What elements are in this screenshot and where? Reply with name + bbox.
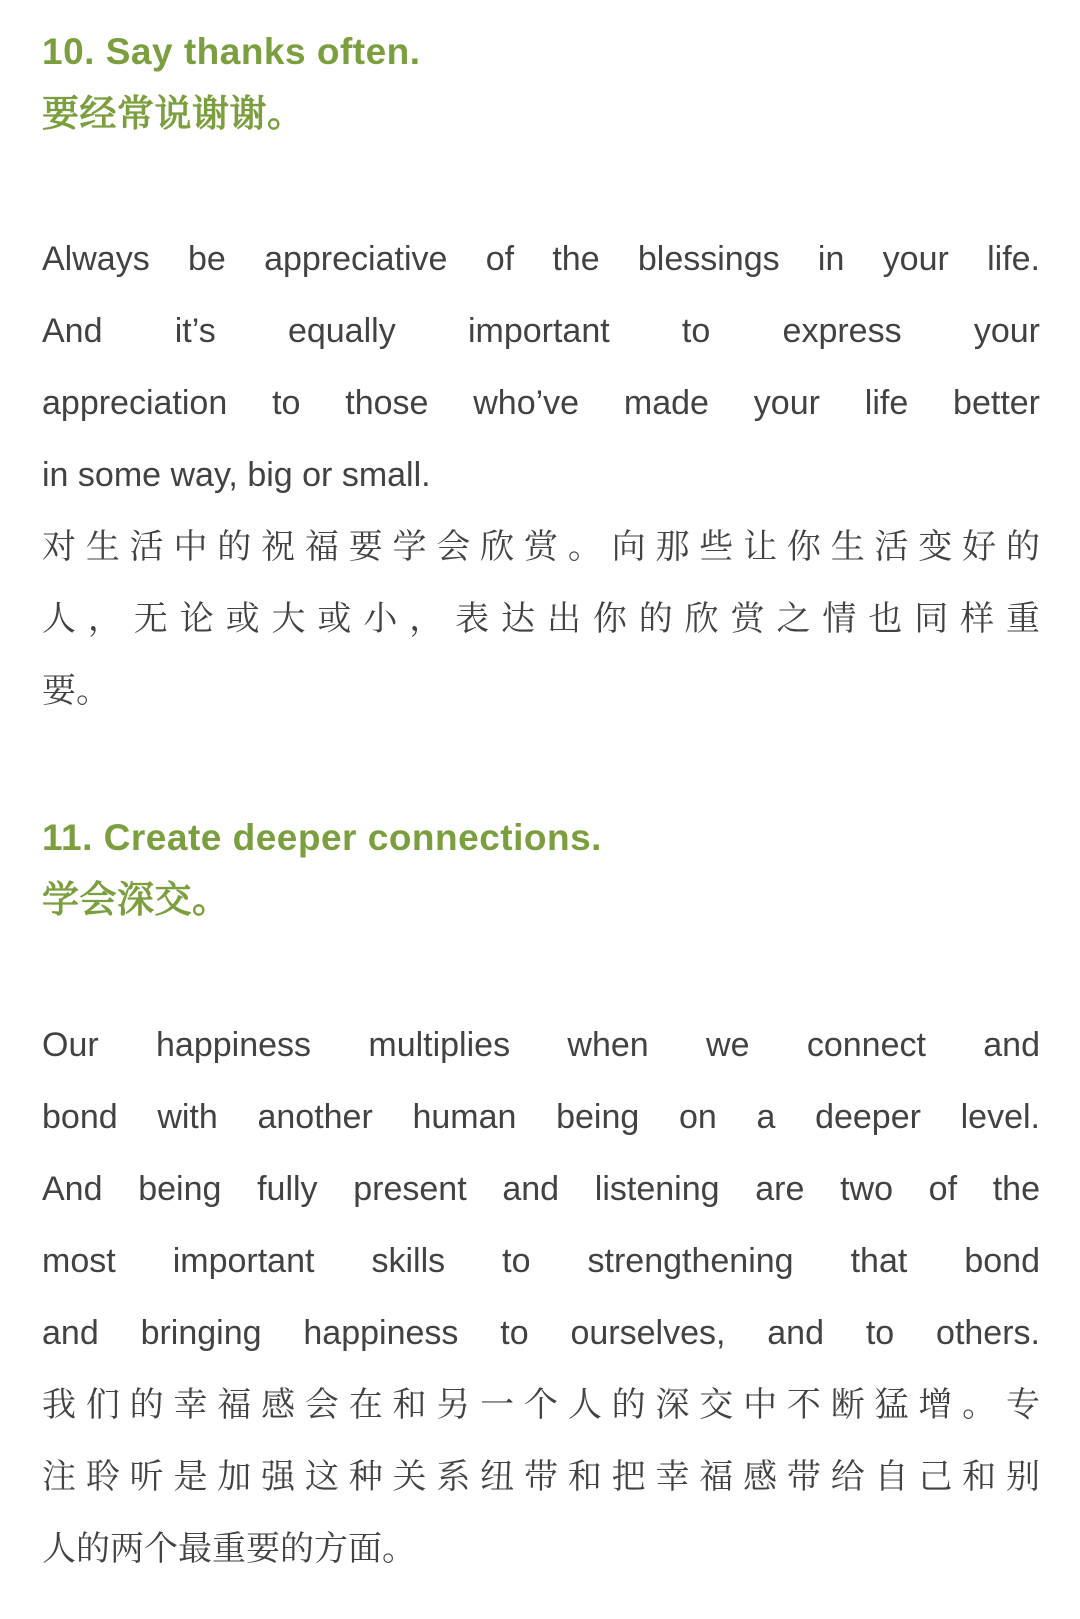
section-11-body: [42, 1009, 1040, 1585]
section-10-heading-en: 10. Say thanks often.: [42, 31, 421, 72]
body-line: and bringing happiness to ourselves, and to others.: [42, 1314, 1040, 1352]
body-line: And it’s equally important to express your: [42, 312, 1040, 350]
body-line: 注聆听是加强这种关系纽带和把幸福感带给自己和别: [42, 1458, 1040, 1496]
section-10-heading-zh: 要经常说谢谢。: [42, 93, 305, 134]
section-10-body: [42, 223, 1040, 727]
body-line: 人的两个最重要的方面。: [42, 1530, 416, 1568]
body-line: 对生活中的祝福要学会欣赏。向那些让你生活变好的: [42, 528, 1040, 566]
body-line: 要。: [42, 672, 110, 710]
body-line: most important skills to strengthening that bond: [42, 1242, 1040, 1280]
body-line: 人，无论或大或小，表达出你的欣赏之情也同样重: [42, 600, 1040, 638]
section-create-deeper-connections: [42, 807, 1040, 1585]
section-10-heading: [42, 21, 1040, 145]
body-line: Always be appreciative of the blessings in your life.: [42, 240, 1040, 278]
section-say-thanks-often: [42, 21, 1040, 727]
body-line: bond with another human being on a deeper level.: [42, 1098, 1040, 1136]
section-11-heading-zh: 学会深交。: [42, 879, 230, 920]
body-line: 我们的幸福感会在和另一个人的深交中不断猛增。专: [42, 1386, 1040, 1424]
body-line: appreciation to those who’ve made your life better: [42, 384, 1040, 422]
section-11-heading-en: 11. Create deeper connections.: [42, 817, 602, 858]
body-line: Our happiness multiplies when we connect and: [42, 1026, 1040, 1064]
body-line: And being fully present and listening are two of the: [42, 1170, 1040, 1208]
section-11-heading: [42, 807, 1040, 931]
body-line: in some way, big or small.: [42, 456, 431, 494]
